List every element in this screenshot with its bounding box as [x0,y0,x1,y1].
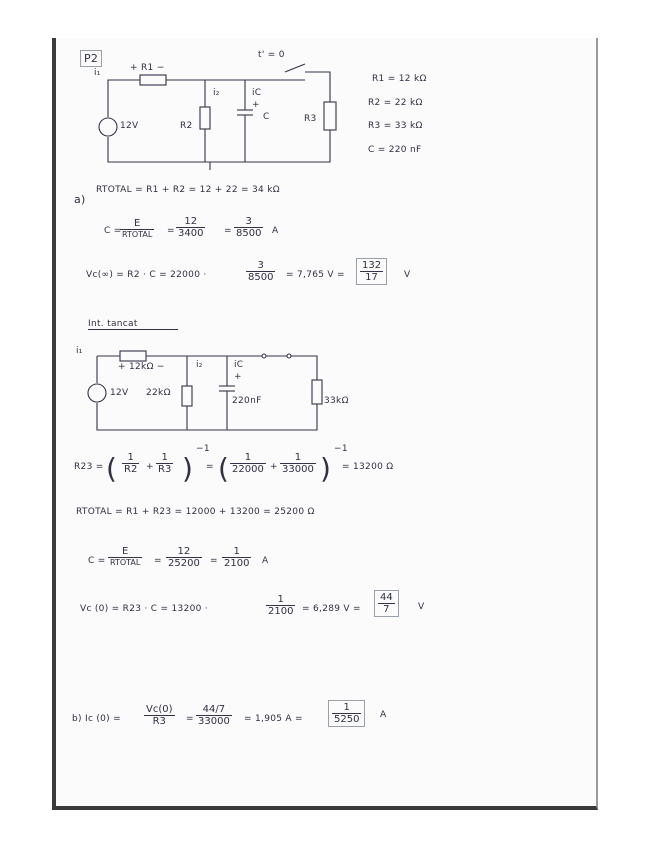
vc0-lhs: Vc (0) = R23 · C = 13200 · [80,604,208,614]
vc0-mid: = 6,289 V = [302,604,361,614]
fraction-vcinf: $\frac{3}{8500}$ [248,260,274,283]
r3-label: R3 [304,114,317,124]
fraction-44-7-33000: $\frac{44/7}{33000}$ [198,704,230,727]
r23-paren-close: ) [182,452,194,485]
c2-cap-label: 220nF [232,396,262,406]
c2-r1-label: + 12kΩ − [118,362,165,372]
fraction-12-25200: $\frac{12}{25200}$ [168,546,200,569]
r23-paren-close-2: ) [320,452,332,485]
i1-label: i₁ [94,68,101,78]
part-b-boxed-result: $\frac{1}{5250}$ [328,700,365,727]
c2-unit: A [262,556,269,566]
c2-i2-label: i₂ [196,360,203,370]
r23-plus-2: + [270,462,278,472]
part-b-lhs: b) Ic (0) = [72,714,121,724]
part-a-rtotal: RTOTAL = R1 + R2 = 12 + 22 = 34 kΩ [96,185,280,195]
r23-lhs: R23 = [74,462,104,472]
equals-2: = [224,226,232,236]
c2-i1-label: i₁ [76,346,83,356]
fraction-1-22000: $\frac{1}{22000}$ [232,452,264,475]
given-r3: R3 = 33 kΩ [368,121,423,131]
part-b-unit: A [380,710,387,720]
i2-label: i₂ [213,88,220,98]
r23-exp-2: −1 [334,444,348,454]
part-a-label: a) [74,193,86,206]
fraction-1-r2: $\frac{1}{R2}$ [124,452,138,475]
part-b-mid: = 1,905 A = [244,714,303,724]
r23-result: = 13200 Ω [342,462,394,472]
int-tancat-label: Int. tancat [88,319,178,330]
fraction-vc0-r3: $\frac{Vc(0)}{R3}$ [146,704,173,727]
fraction-1-33000: $\frac{1}{33000}$ [282,452,314,475]
c2-cap-plus: + [234,372,242,382]
c2-r3-label: 33kΩ [324,396,349,406]
vc-inf-unit: V [404,270,411,280]
vc0-boxed-result: $\frac{44}{7}$ [374,590,399,617]
fraction-vc0: $\frac{1}{2100}$ [268,594,294,617]
r23-paren-open: ( [106,452,118,485]
part-a-c-lhs: C = [104,226,122,236]
given-r2: R2 = 22 kΩ [368,98,423,108]
r23-paren-open-2: ( [218,452,230,485]
given-c: C = 220 nF [368,145,422,155]
fraction-12-3400: $\frac{12}{3400}$ [178,216,204,239]
fraction-e-rtotal: E RTOTAL [122,218,153,239]
fraction-3-8500: $\frac{3}{8500}$ [236,216,262,239]
part-b-eq: = [186,714,194,724]
c2-source-label: 12V [110,388,129,398]
equals-1: = [167,226,175,236]
switch-label: t' = 0 [258,50,285,60]
fraction-1-2100: $\frac{1}{2100}$ [224,546,250,569]
c2-eq-1: = [154,556,162,566]
rtotal-2: RTOTAL = R1 + R23 = 12000 + 13200 = 25200 Ω [76,507,315,517]
unit-a: A [272,226,279,236]
ic-label: iC [252,88,262,98]
r23-exp-1: −1 [196,444,210,454]
cap-label: C [263,112,270,122]
given-r1: R1 = 12 kΩ [372,74,427,84]
c2-r2-label: 22kΩ [146,388,171,398]
source-label: 12V [120,121,139,131]
fraction-1-r3: $\frac{1}{R3}$ [158,452,172,475]
c2-lhs: C = [88,556,106,566]
r2-label: R2 [180,121,193,131]
r23-plus-1: + [146,462,154,472]
c2-ic-label: iC [234,360,244,370]
c2-eq-2: = [210,556,218,566]
vc-inf-boxed-result: $\frac{132}{17}$ [356,258,387,285]
r23-eq: = [206,462,214,472]
vc-inf-mid: = 7,765 V = [286,270,345,280]
vc-inf-lhs: Vc(∞) = R2 · C = 22000 · [86,270,207,280]
cap-plus: + [252,100,260,110]
problem-label: P2 [80,50,102,67]
fraction-e-rtotal-2: E RTOTAL [110,546,141,567]
r1-label: + R1 − [130,63,165,73]
vc0-unit: V [418,602,425,612]
